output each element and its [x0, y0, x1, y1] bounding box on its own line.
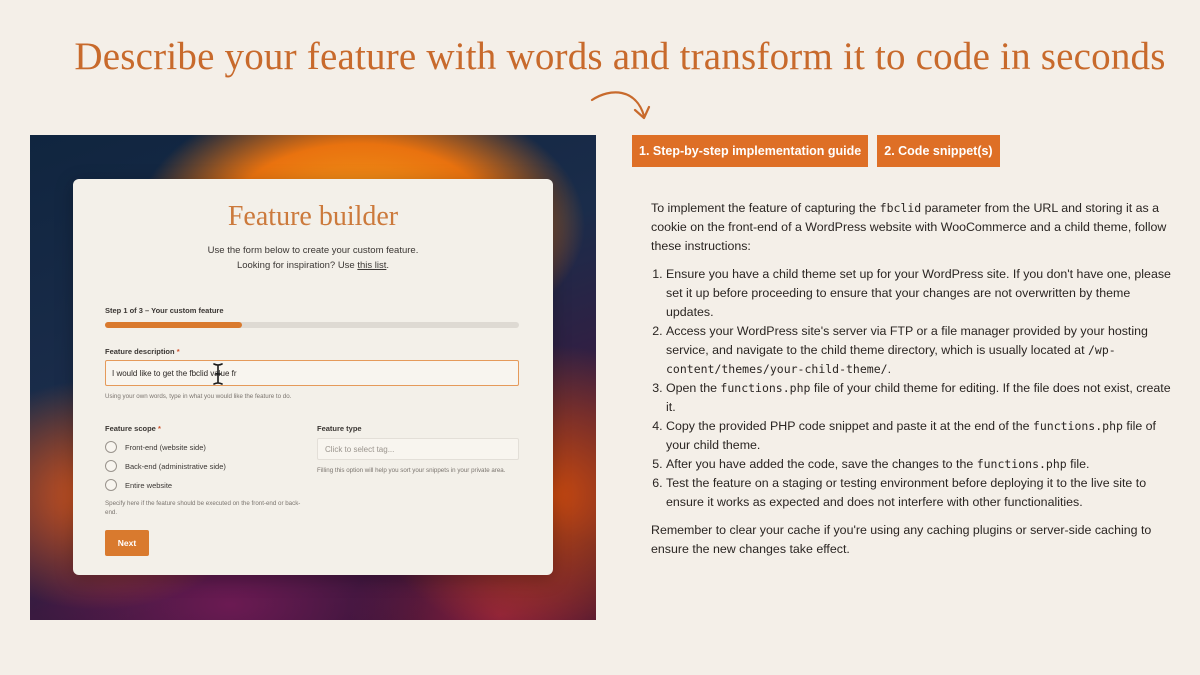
guide-steps	[651, 265, 1176, 512]
intro-text: parameter from the URL and storing it as a cookie on the front-end of a WordPress website with WooCommerce and a child theme, follow these instructions:	[651, 201, 1167, 253]
subtitle-line-1: Use the form below to create your custom feature.	[207, 245, 419, 256]
scope-help: Specify here if the feature should be executed on the front-end or back-end.	[105, 500, 301, 516]
step-text: Copy the provided PHP code snippet and paste it at the end of the	[666, 419, 1033, 433]
step-text: Ensure you have a child theme set up for your WordPress site. If you don't have one, please set it up before proceeding to ensure that your changes are not overwritten by theme updates.	[666, 267, 1171, 319]
form-subtitle	[73, 243, 553, 273]
guide-step	[666, 379, 1176, 417]
feature-type-select[interactable]: Click to select tag...	[317, 438, 519, 460]
radio-button[interactable]	[105, 479, 117, 491]
scope-option-label: Entire website	[125, 480, 173, 490]
guide-intro	[651, 199, 1176, 256]
scope-label	[105, 424, 161, 433]
curved-arrow-icon	[588, 86, 658, 134]
step-text: file.	[1066, 457, 1090, 471]
step-code: /wp-content/themes/your-child-theme/	[666, 343, 1116, 376]
feature-description-input[interactable]: I would like to get the fbclid value fr	[105, 360, 519, 386]
output-tabs	[632, 135, 1000, 167]
implementation-guide	[651, 199, 1176, 568]
step-text: After you have added the code, save the changes to the	[666, 457, 977, 471]
description-label	[105, 347, 180, 356]
tab-code-snippets[interactable]: 2. Code snippet(s)	[877, 135, 999, 167]
required-mark: *	[157, 424, 161, 433]
description-label-text: Feature description	[105, 347, 175, 356]
subtitle-line-2	[73, 258, 553, 273]
guide-step	[666, 455, 1176, 474]
step-text: file of your child theme for editing. If the file does not exist, create it.	[666, 381, 1171, 414]
type-label: Feature type	[317, 424, 362, 433]
step-text: file of your child theme.	[666, 419, 1156, 452]
type-help: Filling this option will help you sort your snippets in your private area.	[317, 467, 506, 474]
subtitle-prefix: Looking for inspiration? Use	[236, 260, 358, 271]
step-text: Open the	[666, 381, 721, 395]
feature-builder-card	[73, 179, 553, 575]
step-code: functions.php	[1032, 419, 1123, 433]
guide-outro: Remember to clear your cache if you're using any caching plugins or server-side caching to ensure the new changes take effect.	[651, 523, 1152, 556]
description-help: Using your own words, type in what you would like the feature to do.	[105, 393, 292, 400]
scope-option-front-end[interactable]	[105, 441, 206, 453]
step-text: .	[887, 362, 892, 376]
scope-option-label: Back-end (administrative side)	[125, 461, 226, 471]
step-label: Step 1 of 3 – Your custom feature	[105, 306, 224, 315]
step-text: Access your WordPress site's server via FTP or a file manager provided by your hosting service, and navigate to the child theme directory, which is usually located at	[666, 324, 1148, 357]
step-code: functions.php	[720, 381, 811, 395]
intro-code: fbclid	[879, 201, 922, 215]
form-title: Feature builder	[227, 201, 399, 232]
progress-fill	[105, 322, 242, 328]
next-button[interactable]: Next	[105, 530, 149, 556]
intro-text: To implement the feature of capturing the	[651, 201, 880, 215]
inspiration-list-link[interactable]: this list	[357, 260, 387, 271]
guide-step	[666, 265, 1176, 322]
radio-button[interactable]	[105, 460, 117, 472]
tab-implementation-guide[interactable]: 1. Step-by-step implementation guide	[632, 135, 868, 167]
scope-label-text: Feature scope	[105, 424, 156, 433]
subtitle-suffix: .	[386, 260, 390, 271]
scope-option-label: Front-end (website side)	[125, 442, 206, 452]
feature-builder-screenshot	[30, 135, 596, 620]
scope-option-back-end[interactable]	[105, 460, 226, 472]
progress-bar	[105, 322, 519, 328]
radio-button[interactable]	[105, 441, 117, 453]
guide-step	[666, 322, 1176, 379]
guide-step	[666, 417, 1176, 455]
headline: Describe your feature with words and transform it to code in seconds	[74, 35, 1166, 78]
step-code: functions.php	[976, 457, 1067, 471]
text-cursor-icon	[212, 362, 224, 386]
required-mark: *	[176, 347, 180, 356]
guide-step	[666, 474, 1176, 512]
step-text: Test the feature on a staging or testing environment before deploying it to the live site to ensure it works as expected and does not interfere with other functionalities.	[666, 476, 1147, 509]
scope-option-entire-website[interactable]	[105, 479, 172, 491]
